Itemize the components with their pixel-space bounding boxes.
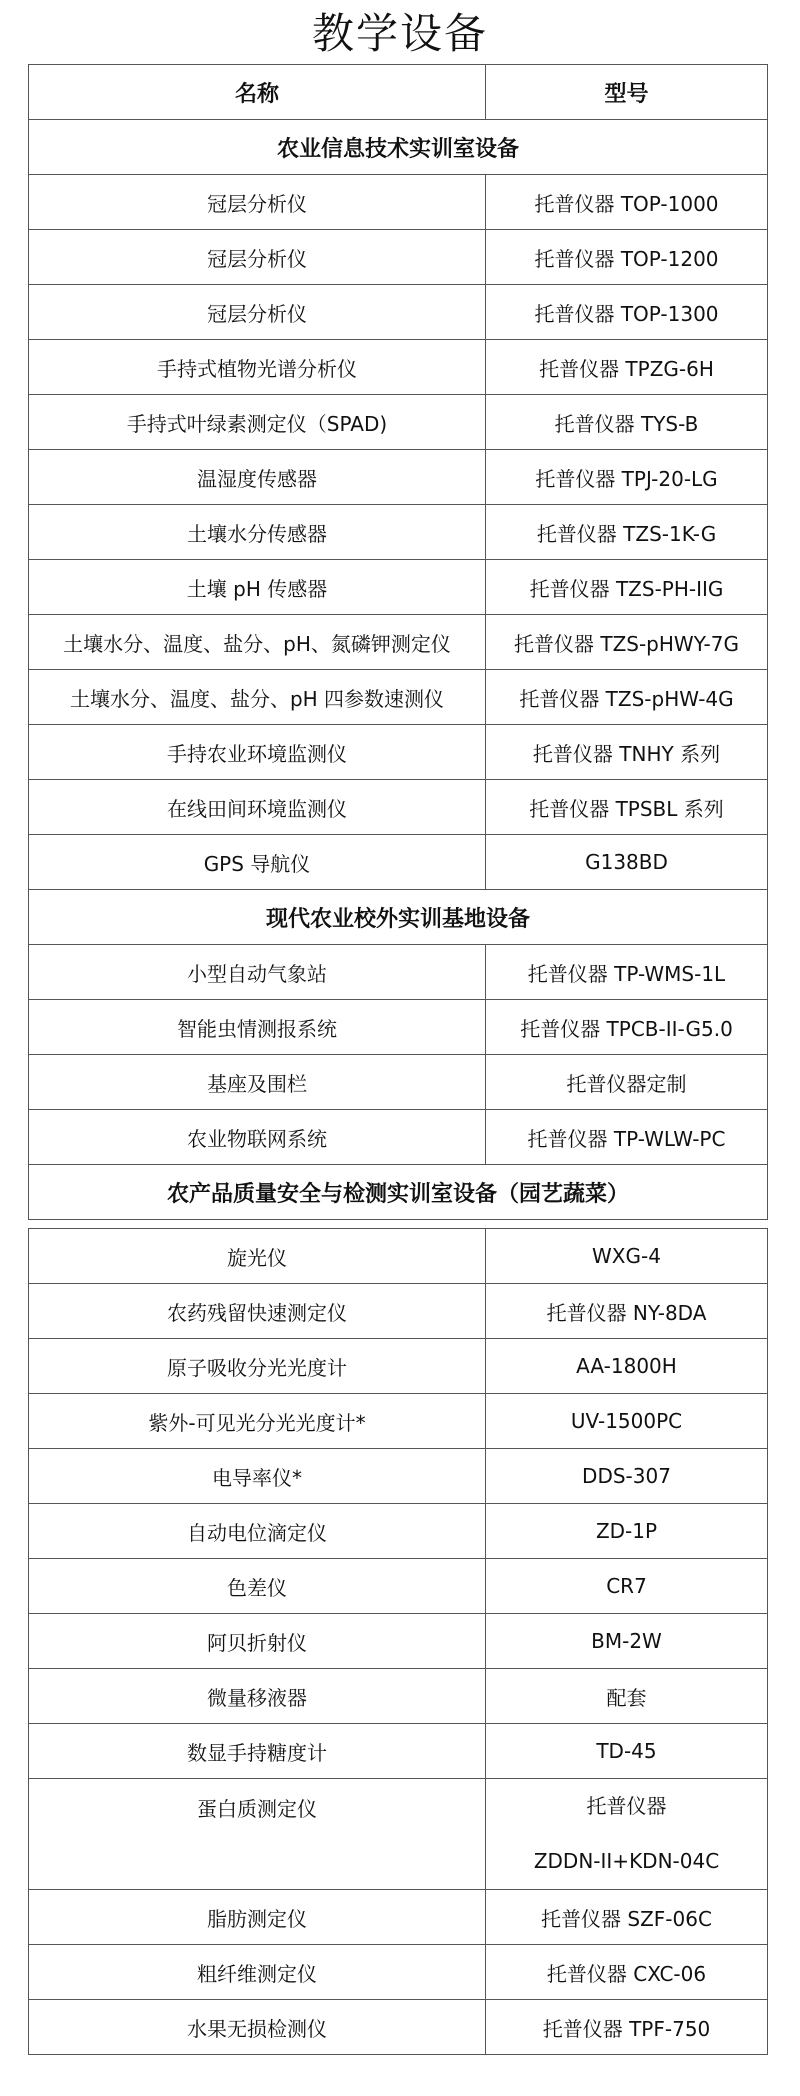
equipment-model: G138BD bbox=[486, 835, 768, 890]
equipment-name: 水果无损检测仪 bbox=[29, 2000, 486, 2055]
equipment-name: 紫外-可见光分光光度计* bbox=[29, 1394, 486, 1449]
equipment-model: 托普仪器定制 bbox=[486, 1055, 768, 1110]
table-row bbox=[29, 1890, 768, 1945]
equipment-model: TD-45 bbox=[486, 1724, 768, 1779]
table-row bbox=[29, 1669, 768, 1724]
table-row bbox=[29, 1229, 768, 1284]
page-title: 教学设备 bbox=[311, 9, 488, 58]
equipment-model bbox=[486, 1779, 768, 1890]
equipment-name: 基座及围栏 bbox=[29, 1055, 486, 1110]
section-title: 农业信息技术实训室设备 bbox=[29, 120, 768, 175]
equipment-name: 土壤水分、温度、盐分、pH 四参数速测仪 bbox=[29, 670, 486, 725]
model-line-1: 托普仪器 bbox=[586, 1794, 667, 1818]
table-row bbox=[29, 1394, 768, 1449]
equipment-name: 旋光仪 bbox=[29, 1229, 486, 1284]
equipment-name: 农药残留快速测定仪 bbox=[29, 1284, 486, 1339]
equipment-model: 托普仪器 CXC-06 bbox=[486, 1945, 768, 2000]
table-row bbox=[29, 450, 768, 505]
equipment-name: 冠层分析仪 bbox=[29, 285, 486, 340]
equipment-name: 农业物联网系统 bbox=[29, 1110, 486, 1165]
table-row bbox=[29, 1614, 768, 1669]
equipment-model: 托普仪器 TOP-1200 bbox=[486, 230, 768, 285]
equipment-name: 蛋白质测定仪 bbox=[29, 1779, 486, 1890]
table-row bbox=[29, 1110, 768, 1165]
section-title-row bbox=[29, 890, 768, 945]
section-title-row bbox=[29, 1165, 768, 1220]
equipment-name: 小型自动气象站 bbox=[29, 945, 486, 1000]
equipment-name: 原子吸收分光光度计 bbox=[29, 1339, 486, 1394]
equipment-name: 智能虫情测报系统 bbox=[29, 1000, 486, 1055]
equipment-model: 托普仪器 TOP-1000 bbox=[486, 175, 768, 230]
equipment-name: 手持农业环境监测仪 bbox=[29, 725, 486, 780]
equipment-name: 温湿度传感器 bbox=[29, 450, 486, 505]
equipment-model: WXG-4 bbox=[486, 1229, 768, 1284]
equipment-model: 托普仪器 TOP-1300 bbox=[486, 285, 768, 340]
equipment-name: 土壤 pH 传感器 bbox=[29, 560, 486, 615]
header-model: 型号 bbox=[486, 65, 768, 120]
equipment-model: 托普仪器 TPF-750 bbox=[486, 2000, 768, 2055]
equipment-name: 冠层分析仪 bbox=[29, 230, 486, 285]
table-row bbox=[29, 340, 768, 395]
model-line-2: ZDDN-II+KDN-04C bbox=[533, 1849, 720, 1873]
equipment-model: BM-2W bbox=[486, 1614, 768, 1669]
table-row bbox=[29, 1055, 768, 1110]
table-row bbox=[29, 1559, 768, 1614]
table-row bbox=[29, 780, 768, 835]
table-row bbox=[29, 1449, 768, 1504]
equipment-model: UV-1500PC bbox=[486, 1394, 768, 1449]
equipment-model: 托普仪器 TPZG-6H bbox=[486, 340, 768, 395]
equipment-name: 土壤水分传感器 bbox=[29, 505, 486, 560]
equipment-name: GPS 导航仪 bbox=[29, 835, 486, 890]
table-row bbox=[29, 560, 768, 615]
equipment-name: 脂肪测定仪 bbox=[29, 1890, 486, 1945]
section-title: 农产品质量安全与检测实训室设备（园艺蔬菜） bbox=[29, 1165, 768, 1220]
table-row bbox=[29, 1724, 768, 1779]
table-row bbox=[29, 175, 768, 230]
table-row bbox=[29, 230, 768, 285]
section-title-row bbox=[29, 120, 768, 175]
equipment-model: 托普仪器 TNHY 系列 bbox=[486, 725, 768, 780]
equipment-model: 托普仪器 TPCB-II-G5.0 bbox=[486, 1000, 768, 1055]
equipment-name: 在线田间环境监测仪 bbox=[29, 780, 486, 835]
table-row bbox=[29, 945, 768, 1000]
equipment-model: 托普仪器 NY-8DA bbox=[486, 1284, 768, 1339]
equipment-name: 数显手持糖度计 bbox=[29, 1724, 486, 1779]
table-row bbox=[29, 1504, 768, 1559]
equipment-model: 托普仪器 TP-WMS-1L bbox=[486, 945, 768, 1000]
table-row bbox=[29, 2000, 768, 2055]
equipment-model: 配套 bbox=[486, 1669, 768, 1724]
equipment-model: ZD-1P bbox=[486, 1504, 768, 1559]
table-row bbox=[29, 615, 768, 670]
equipment-model: DDS-307 bbox=[486, 1449, 768, 1504]
table-row bbox=[29, 505, 768, 560]
table-row bbox=[29, 1339, 768, 1394]
equipment-name: 电导率仪* bbox=[29, 1449, 486, 1504]
table-row bbox=[29, 1000, 768, 1055]
equipment-name: 手持式植物光谱分析仪 bbox=[29, 340, 486, 395]
table-row bbox=[29, 1284, 768, 1339]
equipment-name: 自动电位滴定仪 bbox=[29, 1504, 486, 1559]
equipment-model: CR7 bbox=[486, 1559, 768, 1614]
table-row bbox=[29, 1779, 768, 1890]
equipment-model: 托普仪器 TZS-PH-IIG bbox=[486, 560, 768, 615]
table-row bbox=[29, 835, 768, 890]
equipment-name: 粗纤维测定仪 bbox=[29, 1945, 486, 2000]
equipment-name: 土壤水分、温度、盐分、pH、氮磷钾测定仪 bbox=[29, 615, 486, 670]
equipment-table bbox=[28, 64, 768, 1220]
equipment-model: 托普仪器 TZS-1K-G bbox=[486, 505, 768, 560]
equipment-model: 托普仪器 TPJ-20-LG bbox=[486, 450, 768, 505]
table-row bbox=[29, 1945, 768, 2000]
equipment-name: 阿贝折射仪 bbox=[29, 1614, 486, 1669]
table-header-row bbox=[29, 65, 768, 120]
equipment-name: 手持式叶绿素测定仪（SPAD) bbox=[29, 395, 486, 450]
table-row bbox=[29, 725, 768, 780]
section-title: 现代农业校外实训基地设备 bbox=[29, 890, 768, 945]
equipment-model: 托普仪器 TYS-B bbox=[486, 395, 768, 450]
equipment-name: 微量移液器 bbox=[29, 1669, 486, 1724]
equipment-model: AA-1800H bbox=[486, 1339, 768, 1394]
equipment-model: 托普仪器 TZS-pHW-4G bbox=[486, 670, 768, 725]
header-name: 名称 bbox=[29, 65, 486, 120]
equipment-model: 托普仪器 SZF-06C bbox=[486, 1890, 768, 1945]
equipment-model: 托普仪器 TPSBL 系列 bbox=[486, 780, 768, 835]
equipment-model: 托普仪器 TZS-pHWY-7G bbox=[486, 615, 768, 670]
equipment-name: 冠层分析仪 bbox=[29, 175, 486, 230]
equipment-name: 色差仪 bbox=[29, 1559, 486, 1614]
table-row bbox=[29, 670, 768, 725]
table-row bbox=[29, 395, 768, 450]
equipment-model: 托普仪器 TP-WLW-PC bbox=[486, 1110, 768, 1165]
equipment-table-continued bbox=[28, 1228, 768, 2055]
table-row bbox=[29, 285, 768, 340]
